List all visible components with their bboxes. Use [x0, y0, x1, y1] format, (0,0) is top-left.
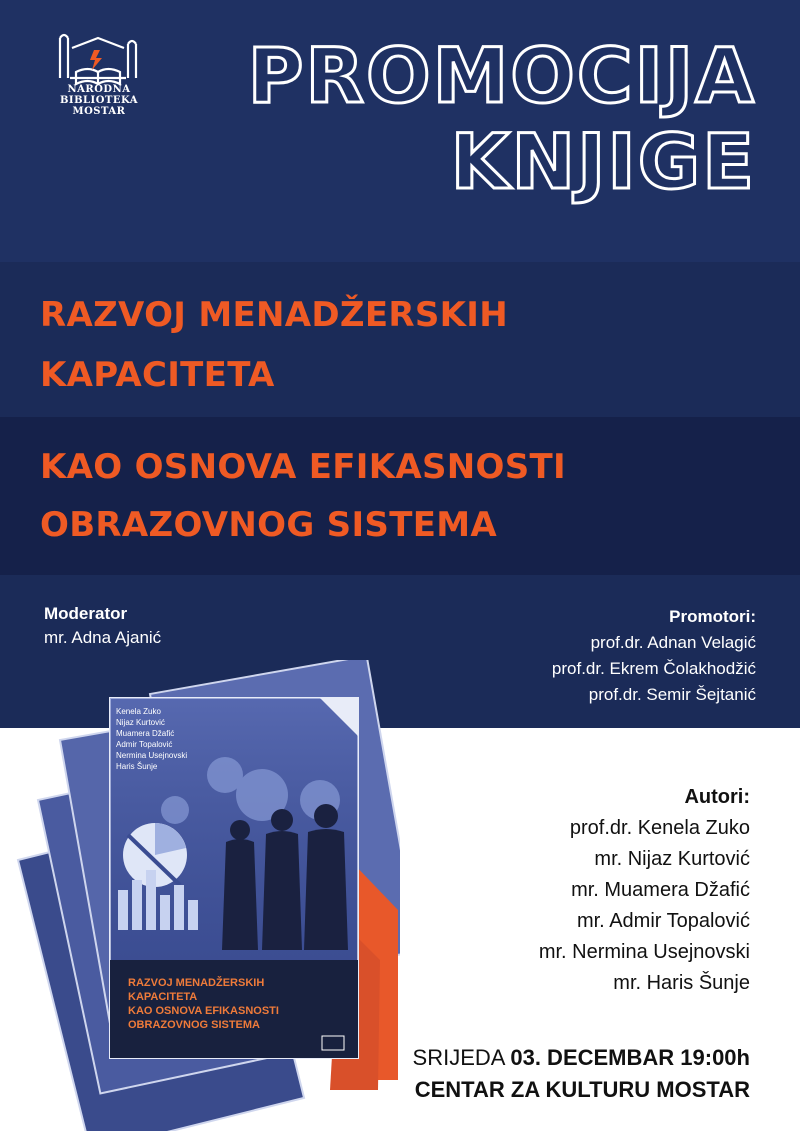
title-band-2 — [0, 417, 800, 575]
promotors-block — [552, 604, 756, 708]
logo-line: NARODNA — [67, 84, 131, 95]
cover-title-line: KAO OSNOVA EFIKASNOSTI — [128, 1005, 279, 1017]
event-venue: CENTAR ZA KULTURU MOSTAR — [414, 1077, 750, 1102]
moderator-name: mr. Adna Ajanić — [44, 628, 162, 647]
cover-author: Muamera Džafić — [116, 729, 175, 738]
author-name: mr. Admir Topalović — [576, 910, 750, 932]
promotor-name: prof.dr. Adnan Velagić — [590, 633, 756, 652]
book-stack-image — [0, 660, 400, 1131]
cover-authors — [116, 706, 187, 772]
headline-line-2: KNJIGE — [450, 117, 756, 206]
author-name: mr. Muamera Džafić — [571, 879, 750, 901]
author-name: prof.dr. Kenela Zuko — [569, 817, 750, 839]
book-title-line-3: KAO OSNOVA EFIKASNOSTI — [40, 447, 566, 487]
author-name: mr. Nijaz Kurtović — [594, 848, 750, 870]
cover-author: Nermina Usejnovski — [116, 751, 188, 760]
authors-block — [539, 782, 750, 999]
author-name: mr. Nermina Usejnovski — [538, 941, 750, 963]
cover-title — [128, 976, 279, 1032]
promotor-name: prof.dr. Ekrem Čolakhodžić — [551, 659, 756, 678]
authors-label: Autori: — [684, 786, 750, 808]
promotors-label: Promotori: — [669, 607, 756, 626]
book-title-line-1: RAZVOJ MENADŽERSKIH — [40, 295, 509, 335]
author-name: mr. Haris Šunje — [613, 972, 750, 994]
headline-line-1: PROMOCIJA — [247, 31, 756, 120]
book-title-line-4: OBRAZOVNOG SISTEMA — [40, 505, 497, 545]
cover-author: Nijaz Kurtović — [116, 718, 165, 727]
cover-author: Admir Topalović — [116, 740, 173, 749]
cover-author: Kenela Zuko — [116, 707, 161, 716]
event-day: SRIJEDA — [412, 1045, 505, 1070]
cover-title-line: OBRAZOVNOG SISTEMA — [128, 1019, 261, 1031]
logo-text — [44, 84, 154, 117]
event-date-time: 03. DECEMBAR 19:00h — [510, 1045, 750, 1070]
book-title-line-2: KAPACITETA — [40, 355, 275, 395]
logo-line: BIBLIOTEKA — [59, 95, 139, 106]
cover-title-line: RAZVOJ MENADŽERSKIH — [128, 977, 265, 989]
cover-author: Haris Šunje — [116, 762, 158, 771]
promotor-name: prof.dr. Semir Šejtanić — [588, 685, 756, 704]
event-date-line — [413, 1045, 750, 1071]
moderator-label: Moderator — [44, 604, 128, 623]
cover-title-line: KAPACITETA — [128, 991, 198, 1003]
logo-line: MOSTAR — [72, 106, 126, 117]
